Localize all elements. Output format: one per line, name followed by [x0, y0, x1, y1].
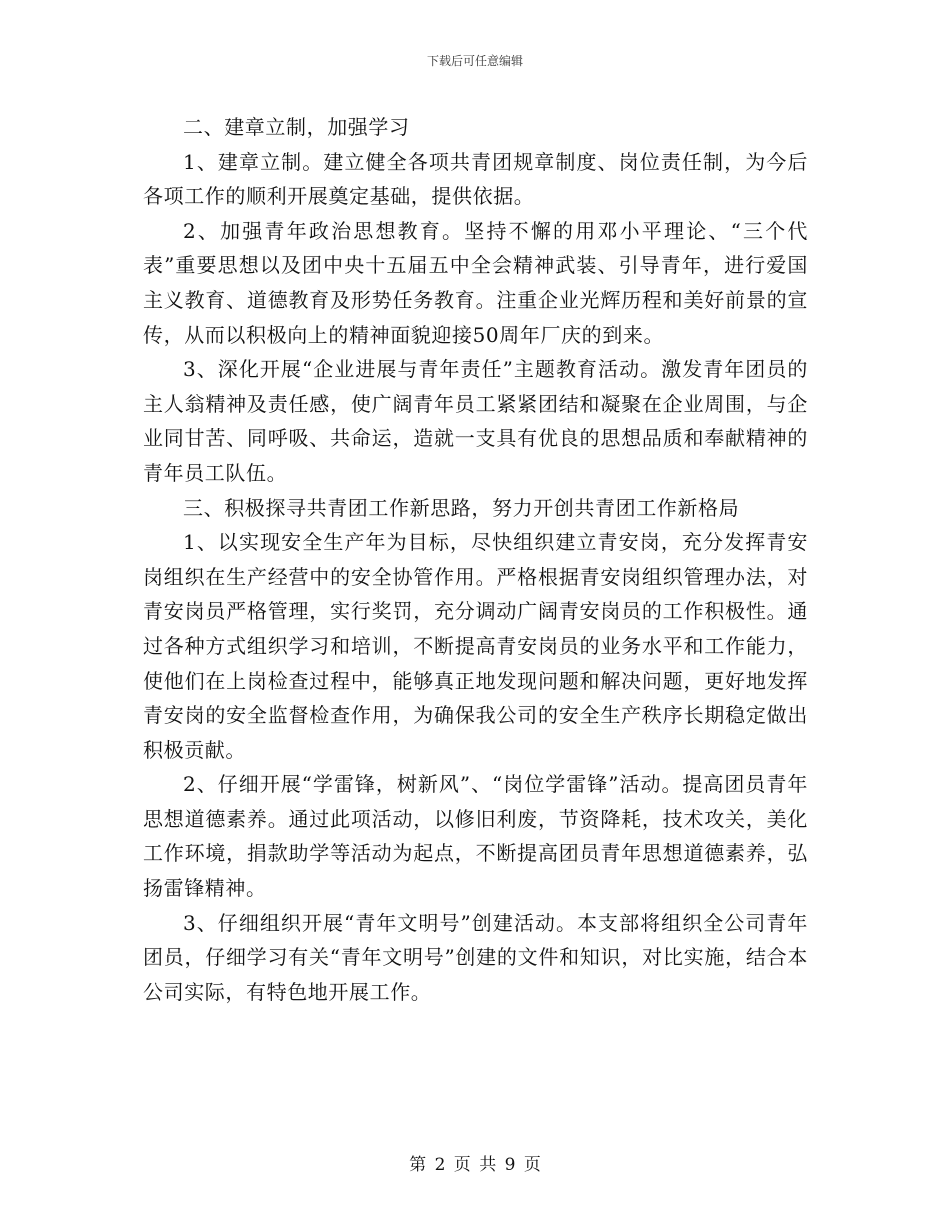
- paragraph: 3、仔细组织开展“青年文明号”创建活动。本支部将组织全公司青年团员，仔细学习有关“青年文明号”创建的文件和知识，对比实施，结合本公司实际，有特色地开展工作。: [143, 910, 808, 1004]
- document-body: [143, 110, 808, 1009]
- paragraph: 2、仔细开展“学雷锋，树新风”、“岗位学雷锋”活动。提高团员青年思想道德素养。通过此项活动，以修旧利废，节资降耗，技术攻关，美化工作环境，捐款助学等活动为起点，不断提高团员青年思想道德素养，弘扬雷锋精神。: [143, 772, 808, 901]
- section-heading-2: 二、建章立制，加强学习: [183, 115, 410, 139]
- section-heading-3: 三、积极探寻共青团工作新思路，努力开创共青团工作新格局: [183, 495, 740, 520]
- page-footer: 第 2 页 共 9 页: [409, 1155, 541, 1175]
- paragraph: 1、建章立制。建立健全各项共青团规章制度、岗位责任制，为今后各项工作的顺利开展奠定基础，提供依据。: [143, 149, 808, 209]
- paragraph: 2、加强青年政治思想教育。坚持不懈的用邓小平理论、“三个代表”重要思想以及团中央十五届五中全会精神武装、引导青年，进行爱国主义教育、道德教育及形势任务教育。注重企业光辉历程和美好前景的宣传，从而以积极向上的精神面貌迎接50周年厂庆的到来。: [143, 218, 808, 347]
- page-header: 下载后可任意编辑: [426, 54, 523, 68]
- paragraph: 1、以实现安全生产年为目标，尽快组织建立青安岗，充分发挥青安岗组织在生产经营中的安全协管作用。严格根据青安岗组织管理办法，对青安岗员严格管理，实行奖罚，充分调动广阔青安岗员的工作积极性。通过各种方式组织学习和培训，不断提高青安岗员的业务水平和工作能力，使他们在上岗检查过程中，能够真正地发现问题和解决问题，更好地发挥青安岗的安全监督检查作用，为确保我公司的安全生产秩序长期稳定做出积极贡献。: [143, 530, 808, 762]
- paragraph: 3、深化开展“企业进展与青年责任”主题教育活动。激发青年团员的主人翁精神及责任感，使广阔青年员工紧紧团结和凝聚在企业周围，与企业同甘苦、同呼吸、共命运，造就一支具有优良的思想品质和奉献精神的青年员工队伍。: [143, 357, 808, 485]
